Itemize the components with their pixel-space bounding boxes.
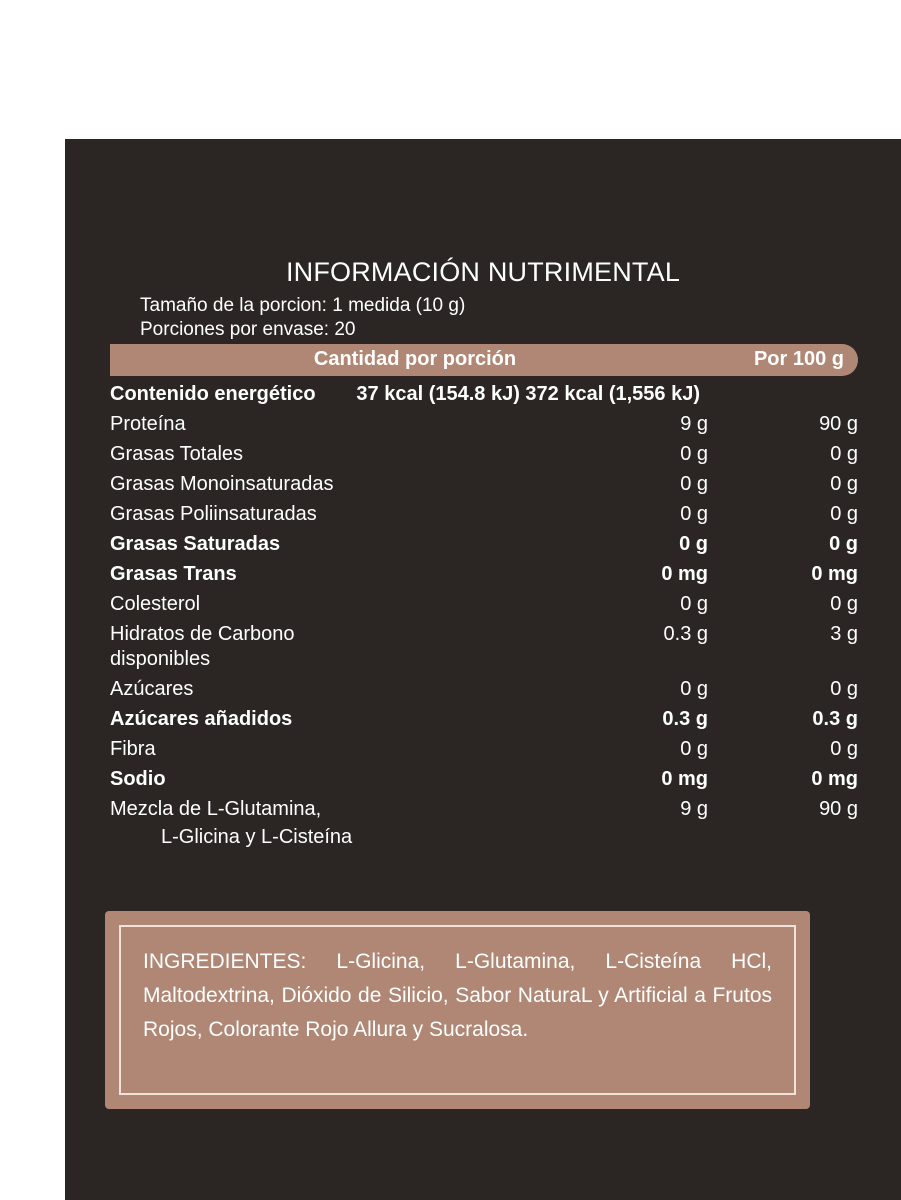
row-label: Azúcares: [110, 677, 194, 700]
row-value-per-serving: 0.3 g: [663, 622, 708, 645]
row-label: Fibra: [110, 737, 156, 760]
row-value-per-serving: 0 g: [680, 442, 708, 465]
table-row: [110, 589, 858, 619]
servings-per-container: Porciones por envase: 20: [140, 319, 356, 340]
ingredients-body: L-Glicina, L-Glutamina, L-Cisteína HCl, Maltodextrina, Dióxido de Silicio, Sabor NaturaL y Artificial a Frutos Rojos, Colorante Rojo Allura y Sucralosa.: [143, 950, 772, 1041]
row-value-per-serving: 0 g: [679, 532, 708, 555]
row-value-per-100g: 0 g: [830, 737, 858, 760]
row-value-per-serving: 0 g: [680, 472, 708, 495]
page-title: INFORMACIÓN NUTRIMENTAL: [285, 257, 681, 287]
row-value-per-100g: 0 g: [830, 472, 858, 495]
column-header-per-serving: Cantidad por porción: [313, 348, 517, 370]
row-label: Colesterol: [110, 592, 201, 615]
row-value-per-100g: 90 g: [819, 797, 858, 820]
row-label: Grasas Monoinsaturadas: [110, 472, 334, 495]
table-row: [110, 499, 858, 529]
table-row-energy: [110, 379, 858, 409]
row-label: Grasas Poliinsaturadas: [110, 502, 317, 525]
row-value-per-100g: 0 g: [830, 677, 858, 700]
ingredients-heading: INGREDIENTES:: [143, 950, 307, 973]
row-value-per-100g: 3 g: [830, 622, 858, 645]
row-value-per-100g: 0 mg: [811, 767, 858, 790]
table-row: [110, 764, 858, 794]
row-value-per-100g: 0 g: [830, 442, 858, 465]
row-value-per-100g: 0 g: [829, 532, 858, 555]
row-value-per-serving: 0 g: [680, 737, 708, 760]
row-value-per-serving: 9 g: [680, 412, 708, 435]
nutrition-table: [110, 344, 860, 848]
row-label: Grasas Totales: [110, 442, 244, 465]
table-row: [110, 409, 858, 439]
column-header-per-100g: Por 100 g: [753, 348, 844, 370]
table-row: [110, 674, 858, 704]
table-row: [110, 734, 858, 764]
table-header-row: [110, 344, 858, 376]
ingredients-text: [143, 945, 772, 1047]
row-label: Mezcla de L-Glutamina,: [110, 797, 322, 820]
row-value-per-serving: 0.3 g: [662, 707, 708, 730]
table-row: [110, 439, 858, 469]
row-label: Hidratos de Carbono disponibles: [110, 622, 295, 670]
row-label: Proteína: [110, 412, 186, 435]
ingredients-inner-border: [119, 925, 796, 1095]
table-row: [110, 559, 858, 589]
serving-size: Tamaño de la porcion: 1 medida (10 g): [140, 295, 466, 316]
table-row: [110, 619, 858, 674]
row-label: Sodio: [110, 767, 166, 790]
row-value-per-100g: 0 g: [830, 592, 858, 615]
table-row: [110, 794, 858, 824]
row-value-per-serving: 0 mg: [661, 767, 708, 790]
row-label: Grasas Trans: [110, 562, 237, 585]
mezcla-second-line: L-Glicina y L-Cisteína: [161, 826, 353, 848]
row-label: Azúcares añadidos: [110, 707, 293, 730]
row-value-per-100g: 0 g: [830, 502, 858, 525]
nutrition-label-panel: [65, 139, 901, 1200]
row-label: Grasas Saturadas: [110, 532, 281, 555]
row-value-per-100g: 0.3 g: [812, 707, 858, 730]
row-energy-value: 37 kcal (154.8 kJ) 372 kcal (1,556 kJ): [356, 382, 700, 405]
row-value-per-serving: 0 g: [680, 677, 708, 700]
ingredients-box: [105, 911, 810, 1109]
row-value-per-100g: 90 g: [819, 412, 858, 435]
row-label: Contenido energético: [110, 382, 316, 405]
row-value-per-100g: 0 mg: [811, 562, 858, 585]
table-row: [110, 469, 858, 499]
row-value-per-serving: 0 g: [680, 502, 708, 525]
table-row: [110, 529, 858, 559]
serving-info: [140, 294, 465, 342]
row-value-per-serving: 9 g: [680, 797, 708, 820]
row-value-per-serving: 0 g: [680, 592, 708, 615]
table-row: [110, 704, 858, 734]
row-value-per-serving: 0 mg: [661, 562, 708, 585]
